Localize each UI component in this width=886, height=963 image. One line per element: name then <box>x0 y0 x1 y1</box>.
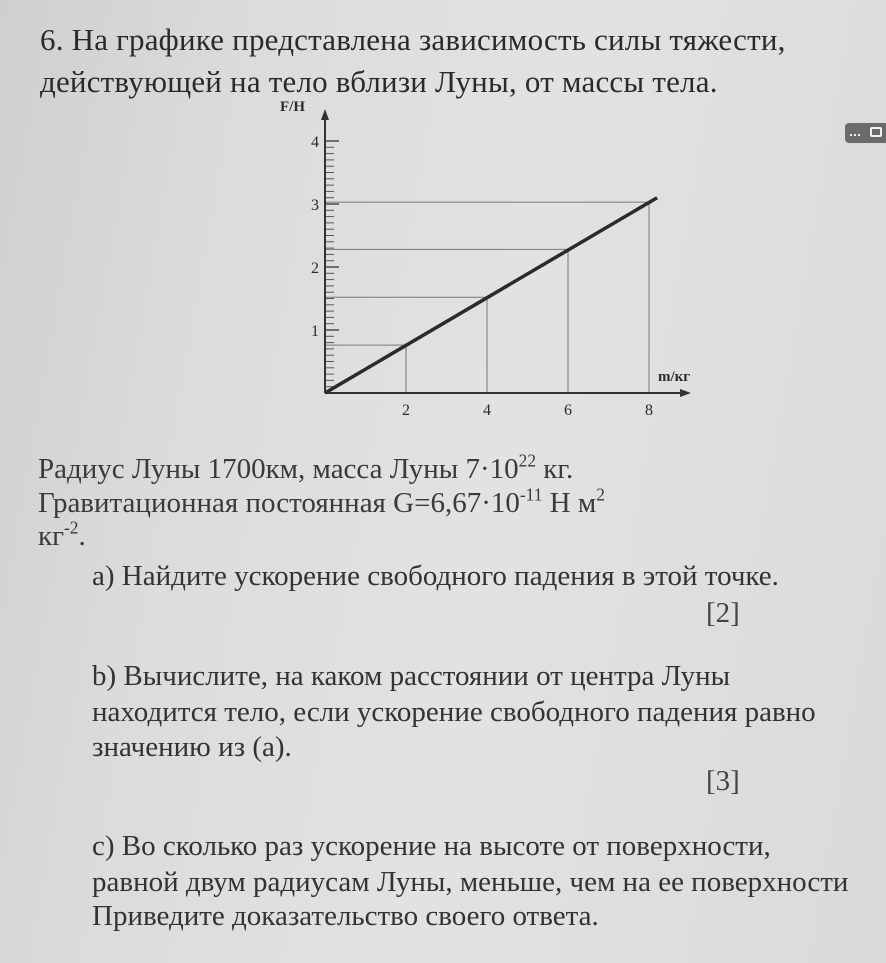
problem-title-line1 <box>40 22 786 58</box>
problem-title-text: На графике представлена зависимость силы тяжести, <box>71 22 786 57</box>
camera-icon[interactable] <box>845 123 886 143</box>
force-mass-graph <box>280 95 710 435</box>
x-tick-label-2: 2 <box>402 402 410 419</box>
question-c-line1: c) Во сколько раз ускорение на высоте от поверхности, <box>92 830 771 862</box>
question-c-line2: равной двум радиусам Луны, меньше, чем на ее поверхности <box>92 866 849 898</box>
y-tick-label-4: 4 <box>311 134 319 151</box>
y-tick-label-1: 1 <box>311 323 319 340</box>
x-axis-arrow <box>680 389 691 397</box>
question-b-points: [3] <box>706 765 740 797</box>
question-b-line2: находится тело, если ускорение свободного падения равно <box>92 696 816 728</box>
question-b-line3: значению из (а). <box>92 731 292 763</box>
y-tick-label-2: 2 <box>311 260 319 277</box>
given-line3: $кг^{-2}$. <box>38 517 86 552</box>
y-axis-label: F/H <box>280 99 305 115</box>
y-axis-arrow <box>321 109 329 120</box>
y-axis-minor-ticks <box>325 141 339 387</box>
problem-title-line2: действующей на тело вблизи Луны, от массы тела. <box>40 64 718 99</box>
x-tick-label-6: 6 <box>564 402 572 419</box>
x-tick-label-8: 8 <box>645 402 653 419</box>
question-c-line3: Приведите доказательство своего ответа. <box>92 900 599 932</box>
force-mass-line <box>325 198 657 393</box>
given-line1: Радиус Луны 1700км, масса Луны $7\cdot 10^{22}$ кг. <box>38 450 574 485</box>
y-tick-label-3: 3 <box>311 197 319 214</box>
x-tick-label-4: 4 <box>483 402 491 419</box>
question-b-line1: b) Вычислите, на каком расстоянии от центра Луны <box>92 660 731 692</box>
question-a: a) Найдите ускорение свободного падения в этой точке. <box>92 560 779 592</box>
question-a-points: [2] <box>706 597 740 629</box>
given-line2: Гравитационная постоянная $G=6,67\cdot 10^{-11}$ Н $м^2$ <box>38 484 605 519</box>
problem-number: 6. <box>40 22 64 57</box>
x-axis-label: m/кг <box>658 369 691 385</box>
